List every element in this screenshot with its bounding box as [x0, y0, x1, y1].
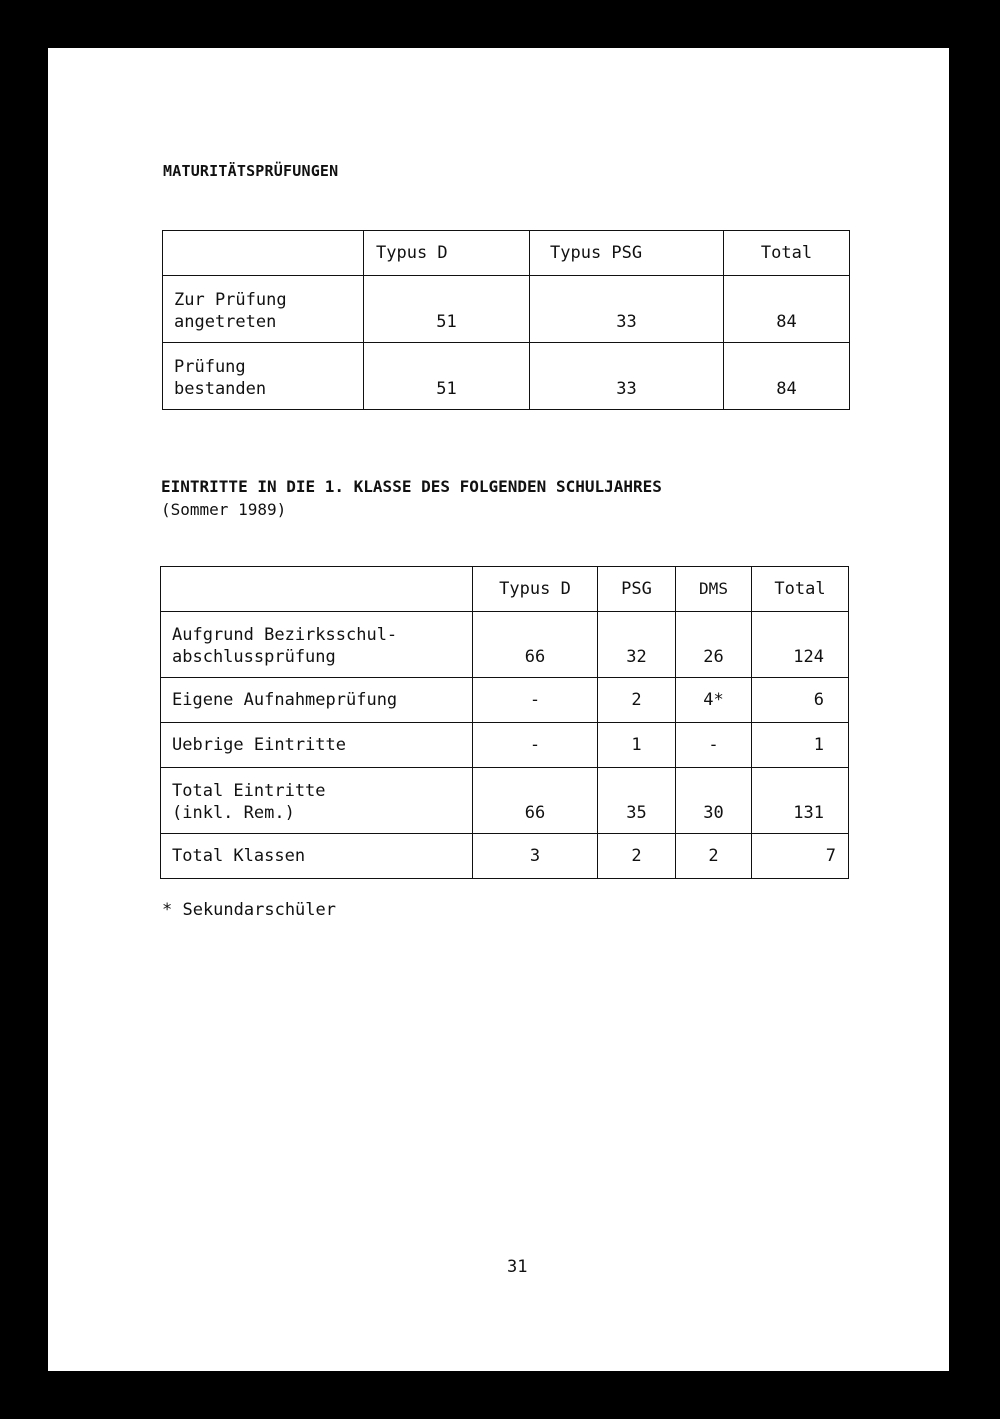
cell-typus-d: - — [473, 678, 598, 723]
row-label: Eigene Aufnahmeprüfung — [161, 678, 473, 723]
table-header-row — [163, 231, 850, 276]
header-cell-psg: PSG — [598, 567, 676, 612]
header-cell-total: Total — [752, 567, 849, 612]
table-header-row — [161, 567, 849, 612]
header-cell-total: Total — [724, 231, 850, 276]
cell-dms: 4* — [676, 678, 752, 723]
footnote: * Sekundarschüler — [162, 900, 336, 920]
cell-psg: 1 — [598, 723, 676, 768]
cell-typus-d: 66 — [473, 612, 598, 678]
row-label: Prüfung bestanden — [163, 343, 364, 410]
row-label: Total Klassen — [161, 834, 473, 879]
cell-psg: 32 — [598, 612, 676, 678]
cell-typus-d: 66 — [473, 768, 598, 834]
cell-total: 1 — [752, 723, 849, 768]
cell-typus-d: 51 — [364, 276, 530, 343]
cell-total: 124 — [752, 612, 849, 678]
cell-psg: 35 — [598, 768, 676, 834]
document-page — [48, 48, 949, 1371]
table-row — [161, 678, 849, 723]
header-cell-typus-d: Typus D — [364, 231, 530, 276]
cell-total: 84 — [724, 276, 850, 343]
row-label: Aufgrund Bezirksschul- abschlussprüfung — [161, 612, 473, 678]
cell-typus-d: - — [473, 723, 598, 768]
section2-subtitle: (Sommer 1989) — [161, 500, 287, 519]
row-label: Uebrige Eintritte — [161, 723, 473, 768]
cell-dms: 2 — [676, 834, 752, 879]
cell-typus-psg: 33 — [530, 276, 724, 343]
header-cell-dms: DMS — [676, 567, 752, 612]
cell-typus-psg: 33 — [530, 343, 724, 410]
table-row — [161, 612, 849, 678]
cell-total: 6 — [752, 678, 849, 723]
header-cell-typus-d: Typus D — [473, 567, 598, 612]
row-label: Total Eintritte (inkl. Rem.) — [161, 768, 473, 834]
maturity-exam-table — [162, 230, 850, 410]
cell-total: 7 — [752, 834, 849, 879]
table-row — [161, 723, 849, 768]
table-row — [161, 768, 849, 834]
table-row — [161, 834, 849, 879]
table-row — [163, 276, 850, 343]
cell-dms: 30 — [676, 768, 752, 834]
cell-typus-d: 51 — [364, 343, 530, 410]
table-row — [163, 343, 850, 410]
header-cell-typus-psg: Typus PSG — [530, 231, 724, 276]
section2-title: EINTRITTE IN DIE 1. KLASSE DES FOLGENDEN SCHULJAHRES — [161, 477, 662, 496]
cell-psg: 2 — [598, 678, 676, 723]
cell-psg: 2 — [598, 834, 676, 879]
cell-total: 84 — [724, 343, 850, 410]
cell-total: 131 — [752, 768, 849, 834]
cell-dms: 26 — [676, 612, 752, 678]
admissions-table — [160, 566, 849, 879]
header-cell-empty — [161, 567, 473, 612]
header-cell-empty — [163, 231, 364, 276]
section1-title: MATURITÄTSPRÜFUNGEN — [163, 162, 339, 180]
row-label: Zur Prüfung angetreten — [163, 276, 364, 343]
cell-typus-d: 3 — [473, 834, 598, 879]
cell-dms: - — [676, 723, 752, 768]
page-number: 31 — [507, 1257, 528, 1277]
